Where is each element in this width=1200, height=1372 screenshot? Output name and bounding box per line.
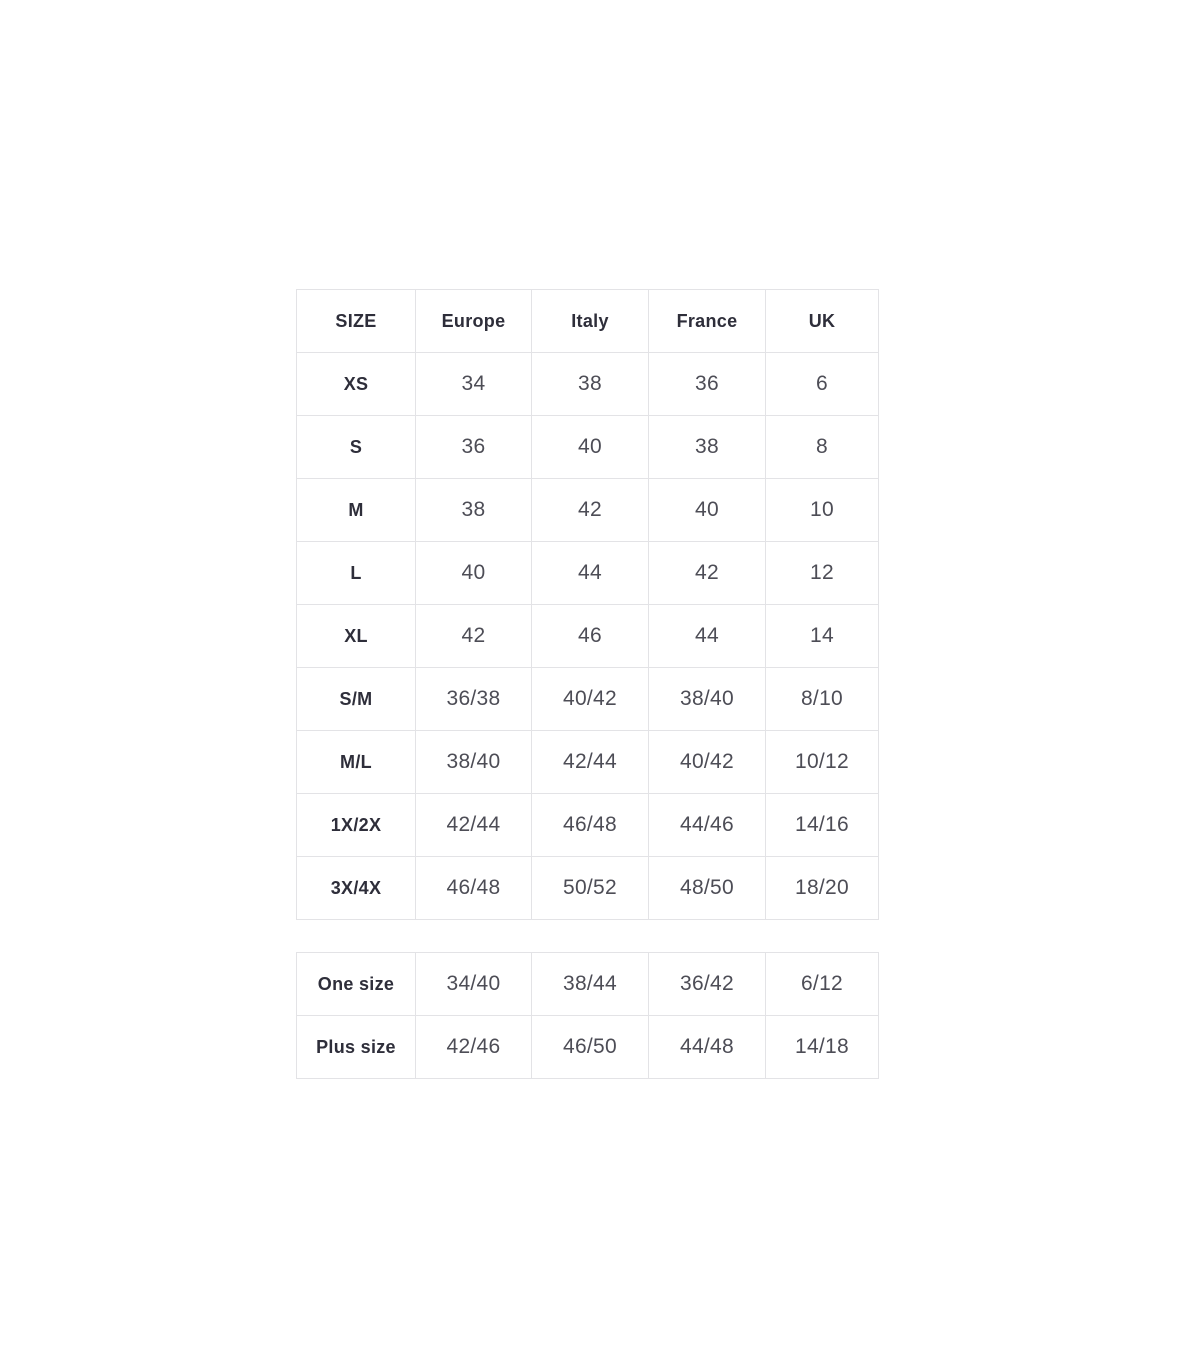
size-value-cell: 34/40	[416, 953, 532, 1016]
size-value-cell: 42/46	[416, 1016, 532, 1079]
header-cell-italy: Italy	[532, 290, 649, 353]
size-value-cell: 40/42	[532, 668, 649, 731]
size-value-cell: 46/50	[532, 1016, 649, 1079]
size-label-cell: S/M	[297, 668, 416, 731]
size-label-cell: M/L	[297, 731, 416, 794]
size-value-cell: 42	[416, 605, 532, 668]
size-row-3x-4x	[297, 857, 879, 920]
size-value-cell: 8	[766, 416, 879, 479]
size-value-cell: 50/52	[532, 857, 649, 920]
size-value-cell: 46	[532, 605, 649, 668]
header-cell-uk: UK	[766, 290, 879, 353]
size-value-cell: 14	[766, 605, 879, 668]
size-value-cell: 38	[416, 479, 532, 542]
size-value-cell: 8/10	[766, 668, 879, 731]
size-label-cell: S	[297, 416, 416, 479]
size-value-cell: 44	[532, 542, 649, 605]
size-row-xs	[297, 353, 879, 416]
size-row-1x-2x	[297, 794, 879, 857]
size-table-main	[296, 289, 879, 920]
size-value-cell: 40/42	[649, 731, 766, 794]
size-value-cell: 42	[532, 479, 649, 542]
size-label-cell: One size	[297, 953, 416, 1016]
size-value-cell: 46/48	[416, 857, 532, 920]
size-value-cell: 38/44	[532, 953, 649, 1016]
size-label-cell: XL	[297, 605, 416, 668]
size-value-cell: 34	[416, 353, 532, 416]
size-row-m	[297, 479, 879, 542]
size-value-cell: 36	[649, 353, 766, 416]
size-table-special	[296, 952, 879, 1079]
size-value-cell: 44/46	[649, 794, 766, 857]
size-value-cell: 14/16	[766, 794, 879, 857]
size-row-xl	[297, 605, 879, 668]
size-value-cell: 44	[649, 605, 766, 668]
size-value-cell: 10/12	[766, 731, 879, 794]
header-cell-size: SIZE	[297, 290, 416, 353]
size-value-cell: 38/40	[649, 668, 766, 731]
size-row-s	[297, 416, 879, 479]
size-label-cell: XS	[297, 353, 416, 416]
size-label-cell: M	[297, 479, 416, 542]
size-value-cell: 6	[766, 353, 879, 416]
header-cell-europe: Europe	[416, 290, 532, 353]
size-conversion-table	[296, 289, 879, 920]
size-row-s-m	[297, 668, 879, 731]
table-header-row	[297, 290, 879, 353]
size-label-cell: Plus size	[297, 1016, 416, 1079]
size-value-cell: 40	[416, 542, 532, 605]
size-value-cell: 40	[649, 479, 766, 542]
size-label-cell: 1X/2X	[297, 794, 416, 857]
size-label-cell: L	[297, 542, 416, 605]
size-row-plus-size	[297, 1016, 879, 1079]
size-label-cell: 3X/4X	[297, 857, 416, 920]
size-value-cell: 6/12	[766, 953, 879, 1016]
size-value-cell: 10	[766, 479, 879, 542]
special-sizes-table	[296, 952, 879, 1079]
size-row-l	[297, 542, 879, 605]
size-value-cell: 48/50	[649, 857, 766, 920]
size-value-cell: 42/44	[532, 731, 649, 794]
size-value-cell: 18/20	[766, 857, 879, 920]
size-value-cell: 44/48	[649, 1016, 766, 1079]
size-value-cell: 12	[766, 542, 879, 605]
size-value-cell: 36/38	[416, 668, 532, 731]
size-value-cell: 42/44	[416, 794, 532, 857]
size-value-cell: 42	[649, 542, 766, 605]
size-row-m-l	[297, 731, 879, 794]
size-value-cell: 38	[532, 353, 649, 416]
size-row-one-size	[297, 953, 879, 1016]
size-value-cell: 40	[532, 416, 649, 479]
header-cell-france: France	[649, 290, 766, 353]
size-value-cell: 14/18	[766, 1016, 879, 1079]
size-value-cell: 38	[649, 416, 766, 479]
size-value-cell: 36/42	[649, 953, 766, 1016]
size-value-cell: 38/40	[416, 731, 532, 794]
size-value-cell: 36	[416, 416, 532, 479]
size-value-cell: 46/48	[532, 794, 649, 857]
